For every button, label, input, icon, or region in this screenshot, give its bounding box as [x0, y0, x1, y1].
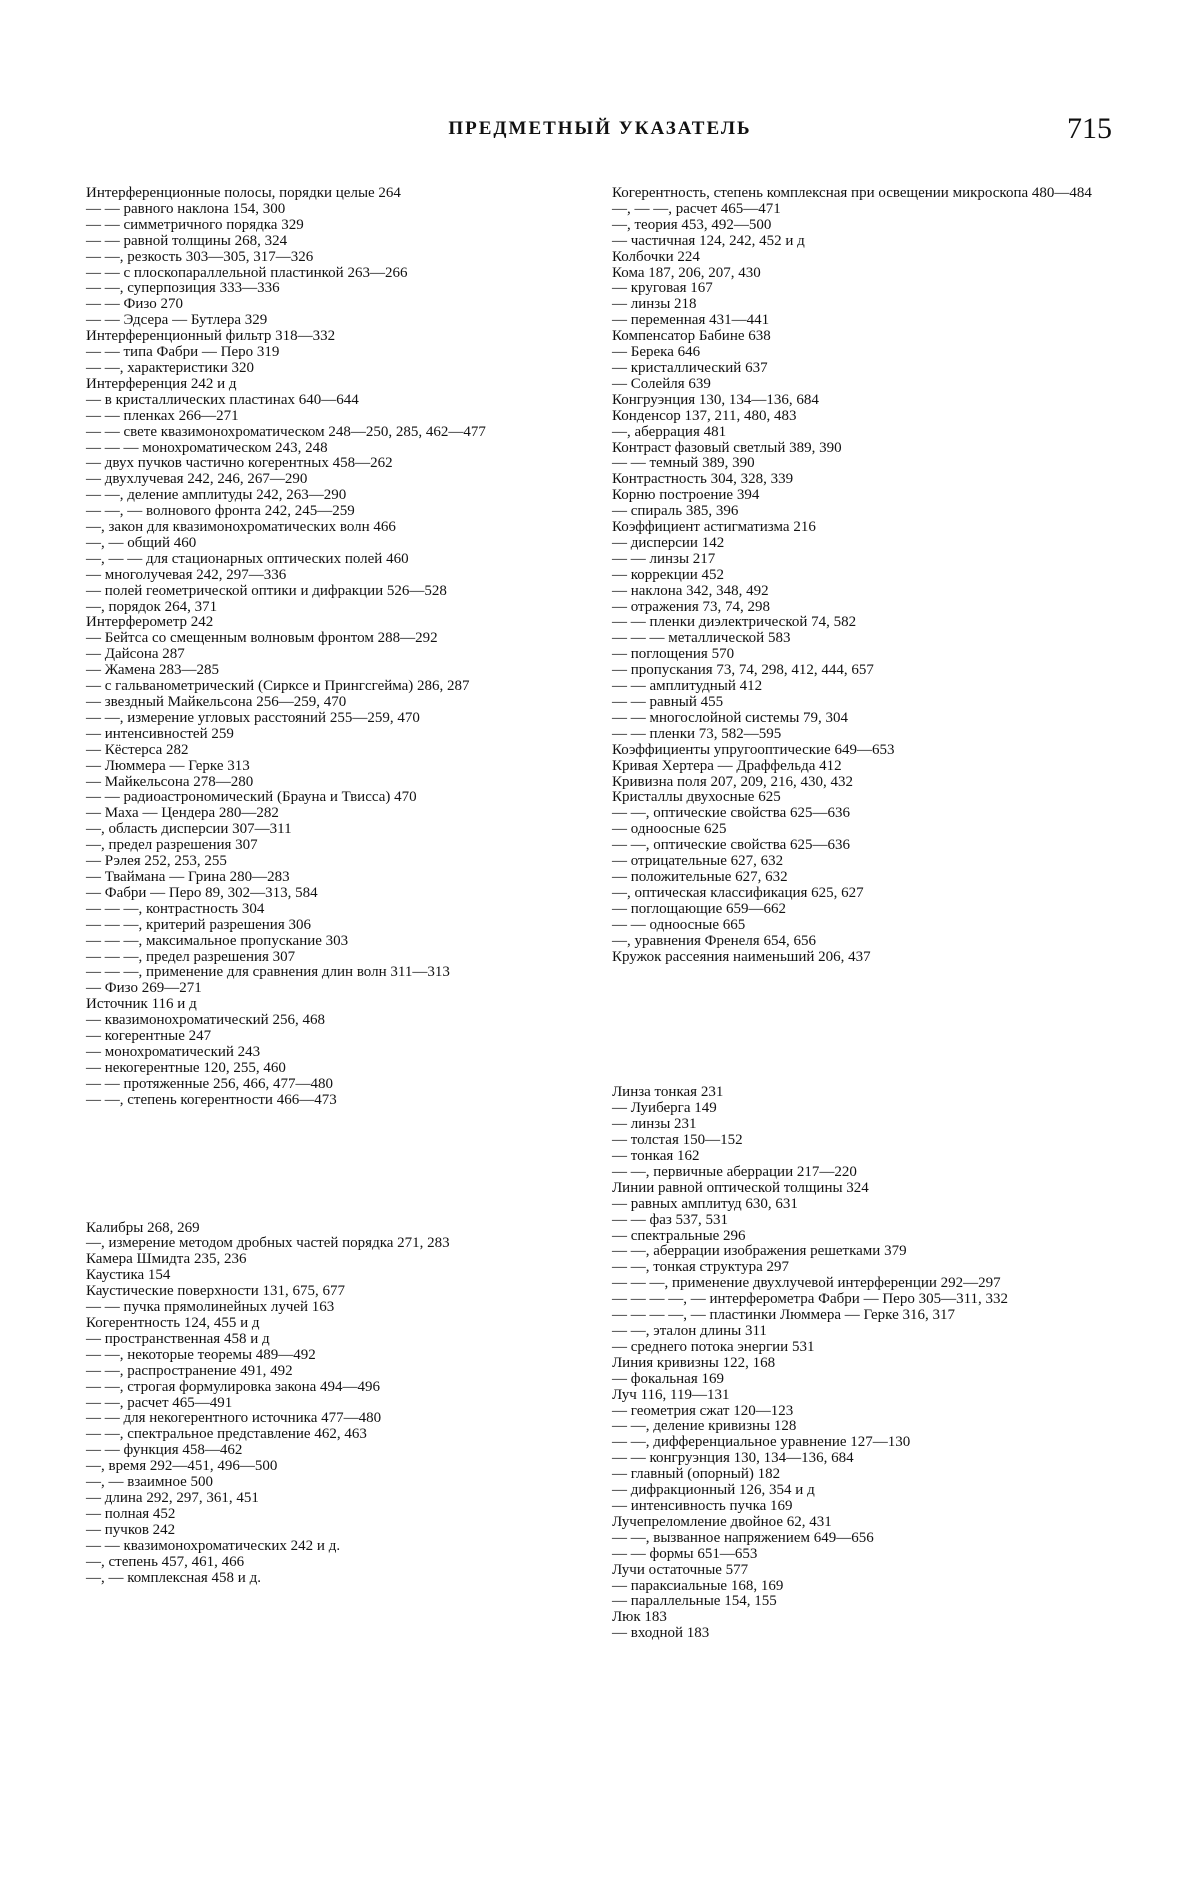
index-entry: —, закон для квазимонохроматических волн 466: [86, 519, 396, 536]
index-block-l: [612, 1085, 1112, 1642]
index-block-k: [86, 1221, 576, 1587]
index-entry: — спираль 385, 396: [612, 503, 739, 520]
index-entry: Кома 187, 206, 207, 430: [612, 264, 761, 281]
index-entry: — — —, максимальное пропускание 303: [86, 932, 349, 949]
index-entry: Калибры 268, 269: [86, 1219, 200, 1236]
index-entry: — — симметричного порядка 329: [86, 216, 304, 233]
index-entry: —, предел разрешения 307: [86, 837, 258, 854]
index-entry: — Луиберга 149: [612, 1100, 717, 1117]
index-entry: — — протяженные 256, 466, 477—480: [86, 1075, 333, 1092]
index-entry: — — пленки диэлектрической 74, 582: [612, 614, 857, 631]
index-entry: —, уравнения Френеля 654, 656: [612, 932, 816, 949]
index-entry: — параллельные 154, 155: [612, 1593, 777, 1610]
index-entry: — — Физо 270: [86, 296, 183, 313]
left-column: [86, 186, 576, 1586]
index-entry: — —, некоторые теоремы 489—492: [86, 1346, 316, 1363]
running-title: ПРЕДМЕТНЫЙ УКАЗАТЕЛЬ: [448, 118, 752, 139]
index-entry: Люк 183: [612, 1609, 667, 1626]
index-entry: — наклона 342, 348, 492: [612, 582, 769, 599]
index-entry: — — —, предел разрешения 307: [86, 948, 296, 965]
index-entry: Контраст фазовый светлый 389, 390: [612, 439, 842, 456]
index-entry: — — — —, — пластинки Люммера — Герке 316, 317: [612, 1307, 955, 1324]
index-entry: — отражения 73, 74, 298: [612, 598, 770, 615]
index-entry: — —, спектральное представление 462, 463: [86, 1426, 367, 1443]
index-entry: —, теория 453, 492—500: [612, 216, 772, 233]
index-entry: — интенсивностей 259: [86, 725, 234, 742]
index-entry: — — одноосные 665: [612, 916, 746, 933]
index-entry: Когерентность 124, 455 и д: [86, 1315, 260, 1331]
index-entry: — Кёстерса 282: [86, 741, 189, 758]
index-entry: —, оптическая классификация 625, 627: [612, 884, 864, 901]
index-entry: — некогерентные 120, 255, 460: [86, 1059, 286, 1076]
index-entry: — —, — волнового фронта 242, 245—259: [86, 503, 355, 520]
right-column: [612, 186, 1112, 1642]
index-entry: Линза тонкая 231: [612, 1084, 724, 1101]
index-entry: — — Эдсера — Бутлера 329: [86, 312, 268, 329]
index-entry: — Фабри — Перо 89, 302—313, 584: [86, 884, 318, 901]
index-entry: Лучепреломление двойное 62, 431: [612, 1513, 832, 1530]
index-entry: — коррекции 452: [612, 566, 725, 583]
index-entry: — фокальная 169: [612, 1370, 724, 1387]
index-entry: — в кристаллических пластинах 640—644: [86, 391, 359, 408]
index-entry: — — равного наклона 154, 300: [86, 200, 286, 217]
index-entry: — Берека 646: [612, 344, 701, 361]
index-entry: Интерференционный фильтр 318—332: [86, 328, 336, 345]
index-entry: —, — —, расчет 465—471: [612, 200, 781, 217]
index-entry: Луч 116, 119—131: [612, 1386, 730, 1403]
index-entry: — поглощающие 659—662: [612, 900, 787, 917]
index-entry: —, время 292—451, 496—500: [86, 1458, 278, 1475]
index-entry: Конгруэнция 130, 134—136, 684: [612, 391, 819, 408]
section-gap: [86, 1109, 576, 1221]
index-entry: Кристаллы двухосные 625: [612, 789, 781, 806]
index-entry: Конденсор 137, 211, 480, 483: [612, 407, 797, 424]
index-entry: Лучи остаточные 577: [612, 1561, 749, 1578]
index-entry: — спектральные 296: [612, 1227, 746, 1244]
index-entry: — —, суперпозиция 333—336: [86, 280, 280, 297]
index-entry: Каустические поверхности 131, 675, 677: [86, 1283, 345, 1300]
index-entry: Компенсатор Бабине 638: [612, 328, 771, 345]
index-entry: Источник 116 и д: [86, 996, 197, 1013]
index-entry: — — фаз 537, 531: [612, 1211, 729, 1228]
index-entry: — — формы 651—653: [612, 1545, 758, 1562]
index-entry: —, — комплексная 458 и д.: [86, 1569, 261, 1586]
index-entry: — геометрия сжат 120—123: [612, 1402, 794, 1419]
index-entry: Кривая Хертера — Драффельда 412: [612, 757, 842, 774]
index-entry: — —, расчет 465—491: [86, 1394, 233, 1411]
index-entry: Когерентность, степень комплексная при освещении микроскопа 480—484: [612, 185, 1092, 201]
index-entry: — кристаллический 637: [612, 359, 768, 376]
index-entry: — — с плоскопараллельной пластинкой 263—266: [86, 264, 408, 281]
index-entry: — когерентные 247: [86, 1028, 212, 1045]
index-entry: — пучков 242: [86, 1521, 176, 1538]
index-block-k-continued: [612, 186, 1112, 965]
index-entry: — толстая 150—152: [612, 1132, 743, 1149]
index-entry: —, — общий 460: [86, 534, 197, 551]
index-entry: — пропускания 73, 74, 298, 412, 444, 657: [612, 662, 874, 679]
index-entry: — пространственная 458 и д: [86, 1330, 270, 1347]
index-entry: —, — — для стационарных оптических полей 460: [86, 550, 409, 567]
index-entry: — Дайсона 287: [86, 646, 185, 663]
index-entry: —, порядок 264, 371: [86, 598, 218, 615]
index-entry: — Бейтса со смещенным волновым фронтом 288—292: [86, 630, 438, 647]
index-entry: — — —, применение двухлучевой интерференции 292—297: [612, 1275, 1001, 1292]
index-entry: Камера Шмидта 235, 236: [86, 1251, 247, 1268]
index-entry: Корню построение 394: [612, 487, 760, 504]
index-entry: — —, резкость 303—305, 317—326: [86, 248, 314, 265]
index-entry: — — пленки 73, 582—595: [612, 725, 782, 742]
index-entry: — Физо 269—271: [86, 980, 202, 997]
index-entry: — Майкельсона 278—280: [86, 773, 254, 790]
index-entry: — —, строгая формулировка закона 494—496: [86, 1378, 381, 1395]
index-entry: — тонкая 162: [612, 1148, 700, 1165]
page-number: 715: [1067, 112, 1112, 145]
index-entry: Каустика 154: [86, 1267, 171, 1284]
index-entry: Линия кривизны 122, 168: [612, 1354, 776, 1371]
index-entry: — положительные 627, 632: [612, 868, 788, 885]
index-entry: — —, распространение 491, 492: [86, 1362, 293, 1379]
index-entry: — — многослойной системы 79, 304: [612, 709, 849, 726]
index-entry: — многолучевая 242, 297—336: [86, 566, 287, 583]
index-entry: — входной 183: [612, 1625, 710, 1642]
index-entry: Интерференция 242 и д: [86, 375, 237, 392]
index-entry: —, измерение методом дробных частей порядка 271, 283: [86, 1235, 450, 1252]
index-entry: — монохроматический 243: [86, 1043, 261, 1060]
index-entry: — одноосные 625: [612, 821, 727, 838]
index-entry: — — амплитудный 412: [612, 678, 763, 695]
index-entry: — — квазимонохроматических 242 и д.: [86, 1537, 341, 1554]
index-entry: —, степень 457, 461, 466: [86, 1553, 245, 1570]
index-entry: — переменная 431—441: [612, 312, 770, 329]
index-entry: — круговая 167: [612, 280, 713, 297]
index-entry: — отрицательные 627, 632: [612, 853, 784, 870]
index-entry: — — пленках 266—271: [86, 407, 239, 424]
index-entry: — —, измерение угловых расстояний 255—259, 470: [86, 709, 420, 726]
index-entry: — —, вызванное напряжением 649—656: [612, 1529, 874, 1546]
index-entry: Колбочки 224: [612, 248, 700, 265]
index-entry: — Люммера — Герке 313: [86, 757, 250, 774]
index-entry: — — равный 455: [612, 694, 724, 710]
index-entry: — линзы 218: [612, 296, 697, 313]
index-entry: — полей геометрической оптики и дифракции 526—528: [86, 582, 447, 599]
index-entry: — — — металлической 583: [612, 630, 791, 647]
index-entry: — — — монохроматическом 243, 248: [86, 439, 328, 456]
index-entry: — с гальванометрический (Сирксе и Прингсгейма) 286, 287: [86, 678, 470, 695]
index-entry: —, область дисперсии 307—311: [86, 821, 292, 838]
index-entry: — —, первичные аберрации 217—220: [612, 1163, 857, 1180]
index-block-i: [86, 186, 576, 1109]
index-entry: — Тваймана — Грина 280—283: [86, 868, 290, 885]
index-entry: Контрастность 304, 328, 339: [612, 471, 794, 488]
index-entry: — —, степень когерентности 466—473: [86, 1091, 337, 1108]
index-entry: —, — взаимное 500: [86, 1474, 214, 1491]
index-entry: Интерферометр 242: [86, 614, 214, 631]
index-entry: — частичная 124, 242, 452 и д: [612, 232, 805, 249]
index-entry: — —, эталон длины 311: [612, 1323, 767, 1339]
index-entry: — Жамена 283—285: [86, 662, 220, 679]
index-entry: Интерференционные полосы, порядки целые 264: [86, 185, 401, 201]
index-entry: — —, тонкая структура 297: [612, 1259, 790, 1276]
index-entry: — Маха — Цендера 280—282: [86, 805, 279, 822]
index-entry: — — —, контрастность 304: [86, 900, 265, 917]
index-entry: — дисперсии 142: [612, 534, 725, 551]
index-entry: — — функция 458—462: [86, 1442, 243, 1459]
index-entry: — главный (опорный) 182: [612, 1466, 781, 1483]
index-entry: — — пучка прямолинейных лучей 163: [86, 1299, 335, 1316]
index-entry: — — —, критерий разрешения 306: [86, 916, 311, 933]
index-entry: — Рэлея 252, 253, 255: [86, 853, 227, 870]
index-entry: — — свете квазимонохроматическом 248—250, 285, 462—477: [86, 423, 486, 440]
index-entry: — квазимонохроматический 256, 468: [86, 1012, 325, 1029]
index-entry: — Солейля 639: [612, 375, 711, 392]
index-entry: — интенсивность пучка 169: [612, 1497, 793, 1514]
section-gap: [612, 965, 1112, 1085]
index-entry: — среднего потока энергии 531: [612, 1338, 815, 1355]
index-entry: Кривизна поля 207, 209, 216, 430, 432: [612, 773, 853, 790]
index-entry: — равных амплитуд 630, 631: [612, 1195, 798, 1212]
index-entry: — линзы 231: [612, 1116, 697, 1133]
index-entry: — — конгруэнция 130, 134—136, 684: [612, 1450, 854, 1467]
index-entry: — — темный 389, 390: [612, 455, 755, 472]
index-entry: — —, аберрации изображения решетками 379: [612, 1243, 907, 1260]
index-entry: — — радиоастрономический (Брауна и Твисса) 470: [86, 789, 417, 806]
index-entry: — двух пучков частично когерентных 458—262: [86, 455, 393, 472]
index-entry: Кружок рассеяния наименьший 206, 437: [612, 948, 871, 965]
index-entry: —, аберрация 481: [612, 423, 727, 440]
index-entry: — —, характеристики 320: [86, 359, 255, 376]
index-entry: — звездный Майкельсона 256—259, 470: [86, 694, 347, 710]
index-entry: — двухлучевая 242, 246, 267—290: [86, 471, 308, 488]
index-entry: — — для некогерентного источника 477—480: [86, 1410, 382, 1427]
index-entry: — —, оптические свойства 625—636: [612, 837, 850, 854]
index-entry: Коэффициенты упругооптические 649—653: [612, 741, 895, 758]
index-entry: — — равной толщины 268, 324: [86, 232, 288, 249]
index-entry: Линии равной оптической толщины 324: [612, 1179, 869, 1196]
index-entry: — параксиальные 168, 169: [612, 1577, 784, 1594]
index-entry: — — линзы 217: [612, 550, 716, 567]
index-entry: — — — —, — интерферометра Фабри — Перо 305—311, 332: [612, 1291, 1009, 1308]
index-entry: — —, деление кривизны 128: [612, 1418, 797, 1435]
index-entry: — —, дифференциальное уравнение 127—130: [612, 1434, 911, 1451]
index-entry: — длина 292, 297, 361, 451: [86, 1489, 259, 1506]
index-entry: — — типа Фабри — Перо 319: [86, 344, 280, 361]
index-entry: — — —, применение для сравнения длин волн 311—313: [86, 964, 450, 981]
index-entry: — —, деление амплитуды 242, 263—290: [86, 487, 347, 504]
index-entry: — —, оптические свойства 625—636: [612, 805, 850, 822]
index-entry: Коэффициент астигматизма 216: [612, 519, 816, 536]
index-entry: — дифракционный 126, 354 и д: [612, 1482, 815, 1499]
index-entry: — полная 452: [86, 1505, 176, 1522]
index-entry: — поглощения 570: [612, 646, 735, 663]
